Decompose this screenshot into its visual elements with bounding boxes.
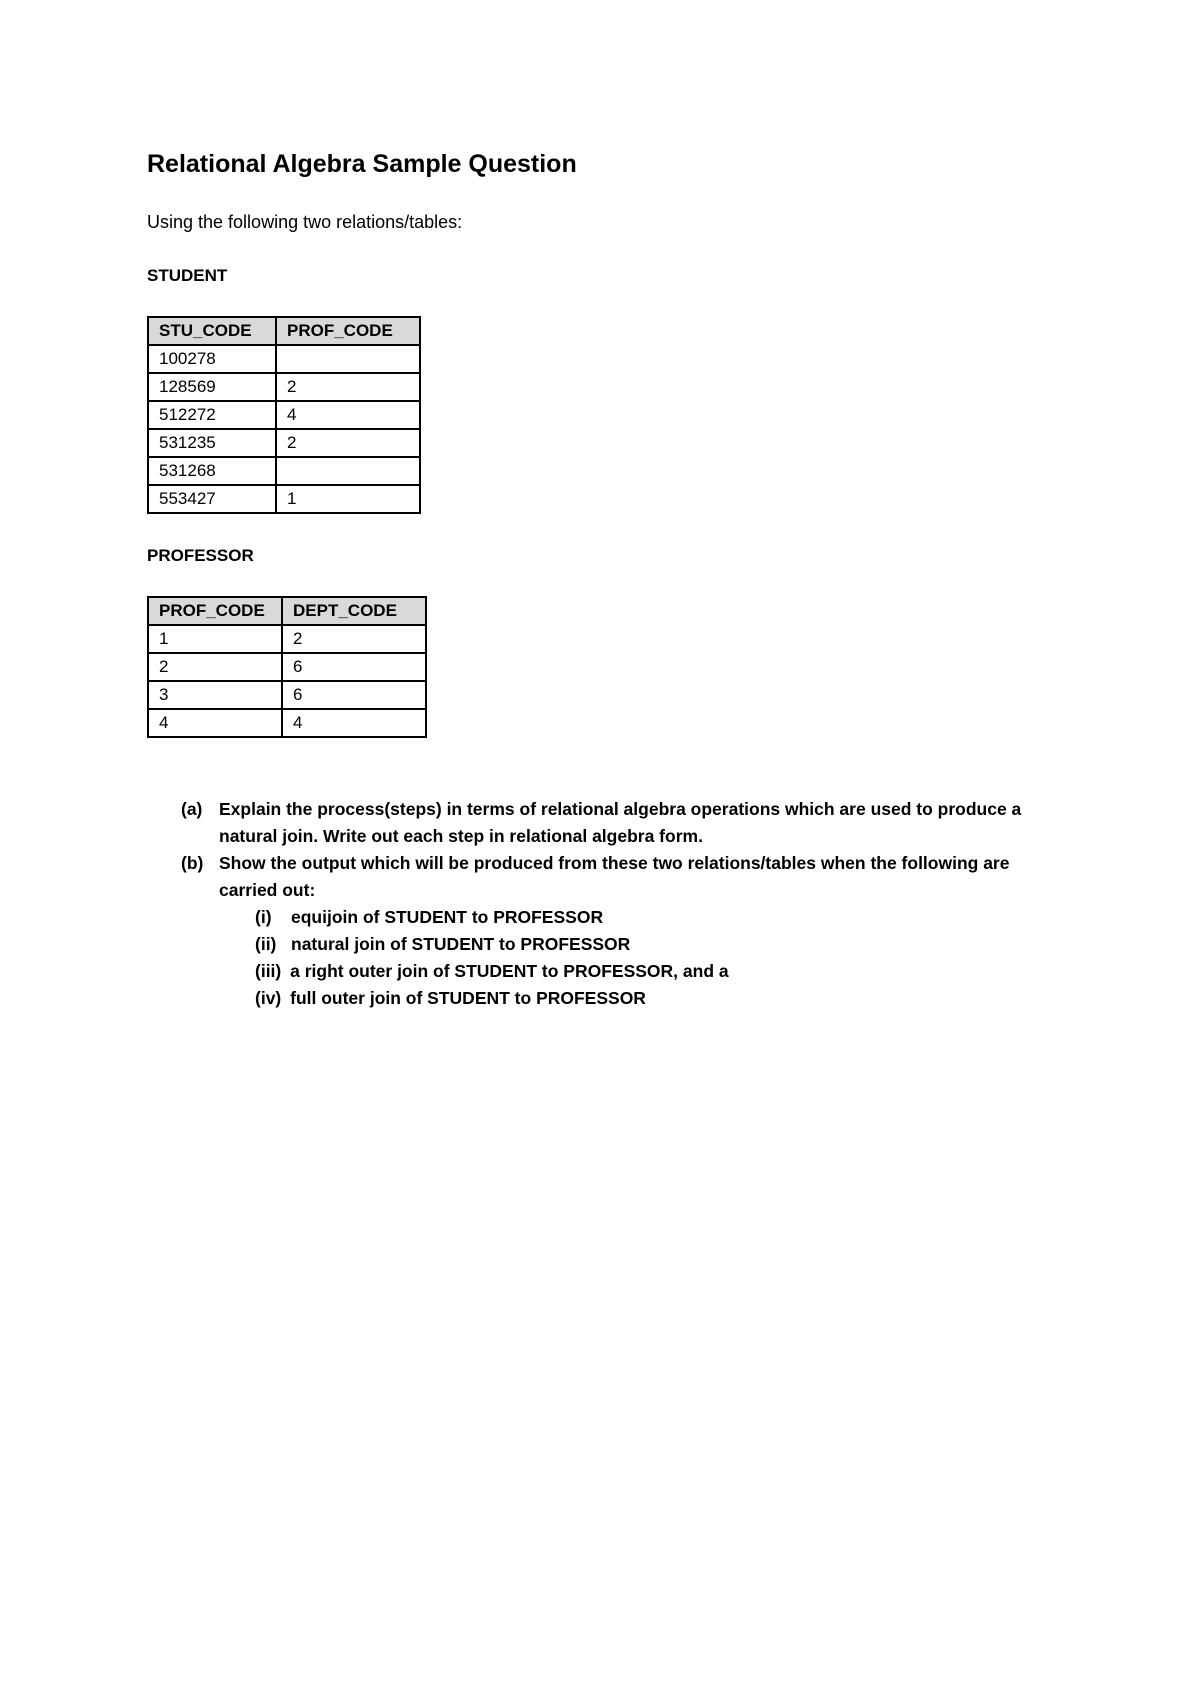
table-cell: 2 [148, 653, 282, 681]
table-cell: 1 [148, 625, 282, 653]
table-row [148, 429, 420, 457]
sub-question-text: natural join of STUDENT to PROFESSOR [291, 934, 631, 954]
page-title: Relational Algebra Sample Question [147, 150, 577, 178]
table-cell: 3 [148, 681, 282, 709]
intro-text: Using the following two relations/tables: [147, 212, 463, 232]
table-row [148, 625, 426, 653]
sub-question [255, 904, 1041, 931]
table-cell: 2 [276, 429, 420, 457]
table-cell: 6 [282, 681, 426, 709]
question-text: Show the output which will be produced from these two relations/tables when the following are carried out: [219, 853, 1010, 900]
question-marker: (b) [181, 853, 204, 873]
sub-question [255, 985, 1041, 1012]
question-b [181, 850, 1041, 1012]
table-cell: 4 [282, 709, 426, 737]
table-cell: 553427 [148, 485, 276, 513]
question-text: Explain the process(steps) in terms of relational algebra operations which are used to produce a natural join. Write out each step in relational algebra form. [219, 799, 1022, 846]
sub-question-text: full outer join of STUDENT to PROFESSOR [290, 988, 646, 1008]
table-cell: 1 [276, 485, 420, 513]
professor-table [147, 596, 427, 738]
sub-question-marker: (ii) [255, 934, 277, 954]
column-header: DEPT_CODE [282, 597, 426, 625]
table-cell: 512272 [148, 401, 276, 429]
sub-question [255, 931, 1041, 958]
table-header-row [148, 317, 420, 345]
sub-question-text: equijoin of STUDENT to PROFESSOR [291, 907, 604, 927]
column-header: PROF_CODE [148, 597, 282, 625]
question-list [181, 796, 1041, 1012]
table-cell: 531268 [148, 457, 276, 485]
table-row [148, 653, 426, 681]
column-header: STU_CODE [148, 317, 276, 345]
table-row [148, 345, 420, 373]
sub-question-marker: (iv) [255, 988, 282, 1008]
student-table-caption: STUDENT [147, 266, 228, 285]
table-cell: 4 [148, 709, 282, 737]
table-cell: 128569 [148, 373, 276, 401]
sub-question-list [219, 904, 1041, 1012]
table-row [148, 457, 420, 485]
table-row [148, 373, 420, 401]
column-header: PROF_CODE [276, 317, 420, 345]
professor-table-caption: PROFESSOR [147, 546, 254, 565]
table-row [148, 681, 426, 709]
table-cell: 6 [282, 653, 426, 681]
table-cell [276, 345, 420, 373]
table-row [148, 401, 420, 429]
table-header-row [148, 597, 426, 625]
sub-question-text: a right outer join of STUDENT to PROFESSOR, and a [290, 961, 729, 981]
sub-question [255, 958, 1041, 985]
table-row [148, 709, 426, 737]
sub-question-marker: (i) [255, 907, 272, 927]
table-cell: 2 [282, 625, 426, 653]
student-table [147, 316, 421, 514]
sub-question-marker: (iii) [255, 961, 282, 981]
table-cell: 100278 [148, 345, 276, 373]
table-cell: 4 [276, 401, 420, 429]
table-cell [276, 457, 420, 485]
question-marker: (a) [181, 799, 203, 819]
table-cell: 531235 [148, 429, 276, 457]
question-a [181, 796, 1041, 850]
table-row [148, 485, 420, 513]
table-cell: 2 [276, 373, 420, 401]
